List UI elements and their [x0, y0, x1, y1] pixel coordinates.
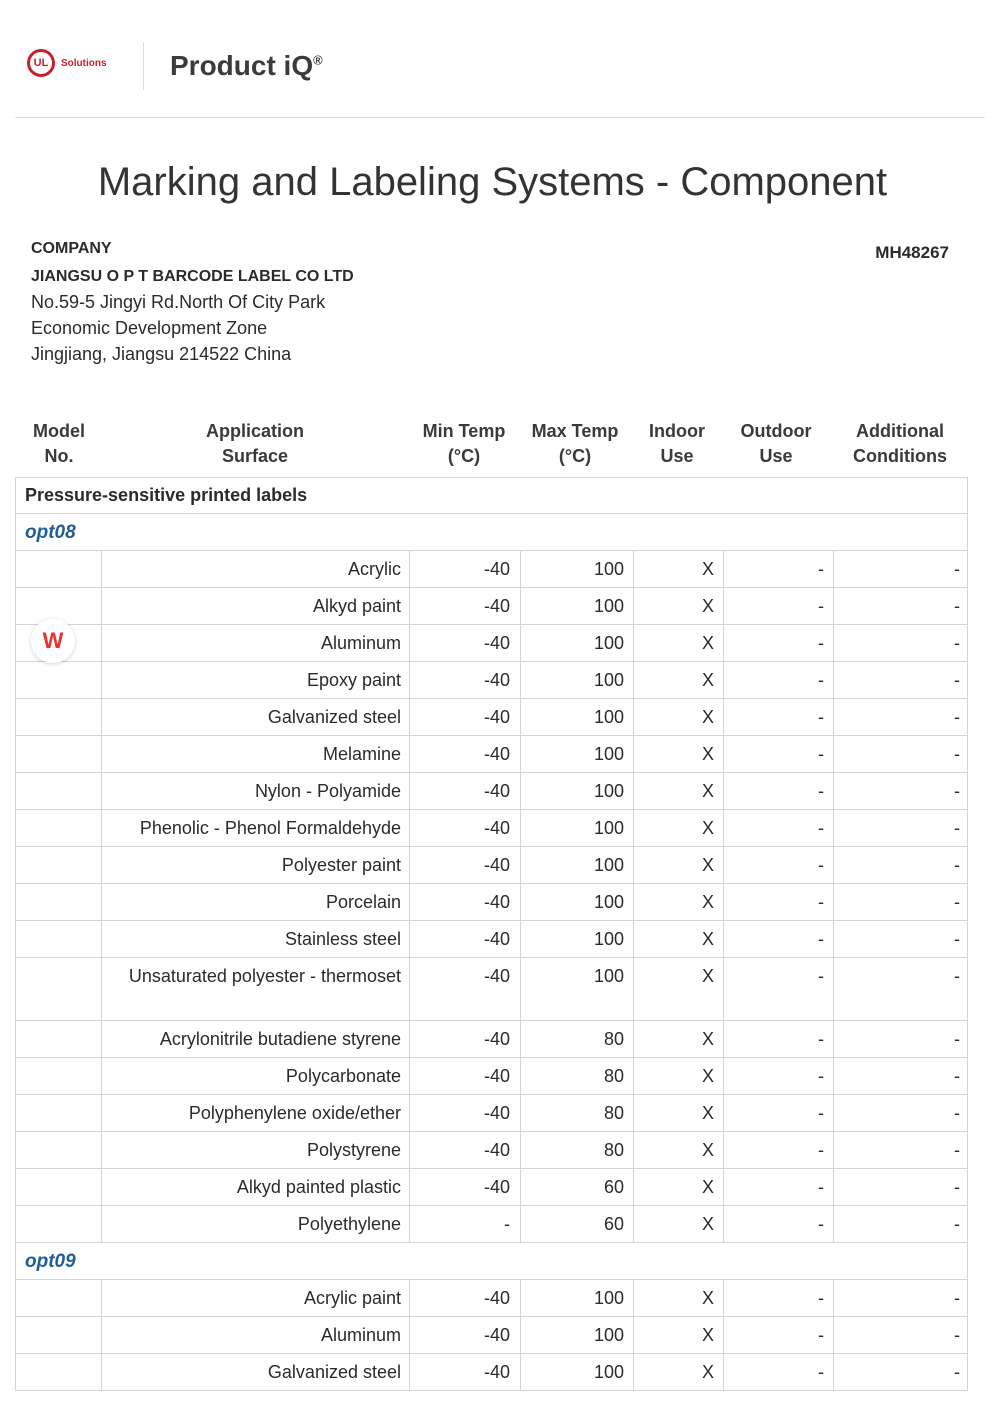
max-cell: 100: [520, 773, 633, 809]
table-row: [16, 847, 967, 884]
indoor-cell: X: [633, 699, 723, 735]
add-cell: -: [833, 1169, 968, 1205]
indoor-cell: X: [633, 1169, 723, 1205]
max-cell: 100: [520, 1280, 633, 1316]
max-cell: 100: [520, 1317, 633, 1353]
indoor-cell: X: [633, 551, 723, 587]
table-row: [16, 958, 967, 1021]
surface-cell: Polycarbonate: [101, 1058, 409, 1094]
min-cell: -40: [409, 1317, 520, 1353]
outdoor-cell: -: [723, 921, 833, 957]
table-row: [16, 1132, 967, 1169]
address-line-1: No.59-5 Jingyi Rd.North Of City Park: [31, 292, 326, 312]
outdoor-cell: -: [723, 810, 833, 846]
max-cell: 100: [520, 884, 633, 920]
surface-cell: Nylon - Polyamide: [101, 773, 409, 809]
surface-cell: Polyphenylene oxide/ether: [101, 1095, 409, 1131]
surface-cell: Aluminum: [101, 625, 409, 661]
max-cell: 100: [520, 958, 633, 1020]
outdoor-cell: -: [723, 1280, 833, 1316]
add-cell: -: [833, 847, 968, 883]
model-row[interactable]: opt09: [16, 1243, 967, 1280]
max-cell: 80: [520, 1021, 633, 1057]
add-cell: -: [833, 958, 968, 1020]
outdoor-cell: -: [723, 1354, 833, 1390]
indoor-cell: X: [633, 1280, 723, 1316]
max-cell: 80: [520, 1132, 633, 1168]
surface-cell: Acrylic paint: [101, 1280, 409, 1316]
add-cell: -: [833, 588, 968, 624]
max-cell: 100: [520, 810, 633, 846]
surface-cell: Acrylonitrile butadiene styrene: [101, 1021, 409, 1057]
table-row: [16, 662, 967, 699]
product-iq-title: Product iQ®: [170, 50, 323, 81]
page-header: [15, 0, 985, 118]
outdoor-cell: -: [723, 699, 833, 735]
table-row: [16, 1021, 967, 1058]
max-cell: 100: [520, 551, 633, 587]
add-cell: -: [833, 921, 968, 957]
indoor-cell: X: [633, 1206, 723, 1242]
table-row: [16, 884, 967, 921]
surface-cell: Porcelain: [101, 884, 409, 920]
indoor-cell: X: [633, 736, 723, 772]
add-cell: -: [833, 1058, 968, 1094]
table-row: [16, 588, 967, 625]
surface-cell: Aluminum: [101, 1317, 409, 1353]
table-row: [16, 699, 967, 736]
outdoor-cell: -: [723, 1169, 833, 1205]
table-row: [16, 921, 967, 958]
add-cell: -: [833, 1354, 968, 1390]
table-row: [16, 551, 967, 588]
table-row: [16, 1354, 967, 1391]
address-line-2: Economic Development Zone: [31, 318, 268, 338]
min-cell: -40: [409, 1095, 520, 1131]
ratings-table: [15, 477, 968, 1391]
outdoor-cell: -: [723, 588, 833, 624]
column-header-model: Model No.: [33, 421, 85, 466]
outdoor-cell: -: [723, 1206, 833, 1242]
indoor-cell: X: [633, 662, 723, 698]
column-header-max-temp: Max Temp (°C): [531, 421, 619, 466]
ul-logo-icon: UL: [27, 49, 55, 77]
logo-text: Solutions: [61, 57, 107, 69]
column-header-indoor: Indoor Use: [649, 421, 705, 466]
table-row: [16, 1095, 967, 1132]
max-cell: 100: [520, 847, 633, 883]
add-cell: -: [833, 810, 968, 846]
min-cell: -40: [409, 884, 520, 920]
outdoor-cell: -: [723, 662, 833, 698]
table-row: [16, 1058, 967, 1095]
table-row: [16, 625, 967, 662]
min-cell: -40: [409, 1280, 520, 1316]
add-cell: -: [833, 736, 968, 772]
outdoor-cell: -: [723, 1317, 833, 1353]
min-cell: -40: [409, 588, 520, 624]
add-cell: -: [833, 1206, 968, 1242]
add-cell: -: [833, 551, 968, 587]
surface-cell: Polyester paint: [101, 847, 409, 883]
min-cell: -40: [409, 847, 520, 883]
indoor-cell: X: [633, 588, 723, 624]
indoor-cell: X: [633, 810, 723, 846]
min-cell: -40: [409, 662, 520, 698]
indoor-cell: X: [633, 921, 723, 957]
add-cell: -: [833, 699, 968, 735]
surface-cell: Phenolic - Phenol Formaldehyde: [101, 810, 409, 846]
outdoor-cell: -: [723, 1132, 833, 1168]
outdoor-cell: -: [723, 551, 833, 587]
add-cell: -: [833, 625, 968, 661]
table-row: [16, 1169, 967, 1206]
max-cell: 100: [520, 921, 633, 957]
add-cell: -: [833, 1280, 968, 1316]
add-cell: -: [833, 1132, 968, 1168]
company-label: COMPANY: [31, 240, 112, 257]
column-header-outdoor: Outdoor Use: [740, 421, 812, 466]
max-cell: 100: [520, 625, 633, 661]
surface-cell: Stainless steel: [101, 921, 409, 957]
min-cell: -40: [409, 958, 520, 1020]
min-cell: -40: [409, 1021, 520, 1057]
model-row[interactable]: opt08: [16, 514, 967, 551]
table-row: [16, 1206, 967, 1243]
outdoor-cell: -: [723, 1021, 833, 1057]
min-cell: -40: [409, 773, 520, 809]
indoor-cell: X: [633, 1354, 723, 1390]
wps-floating-icon[interactable]: W: [31, 619, 75, 663]
max-cell: 60: [520, 1206, 633, 1242]
min-cell: -40: [409, 1169, 520, 1205]
indoor-cell: X: [633, 1058, 723, 1094]
indoor-cell: X: [633, 1132, 723, 1168]
outdoor-cell: -: [723, 1058, 833, 1094]
max-cell: 60: [520, 1169, 633, 1205]
indoor-cell: X: [633, 1095, 723, 1131]
indoor-cell: X: [633, 958, 723, 1020]
indoor-cell: X: [633, 1021, 723, 1057]
min-cell: -40: [409, 1132, 520, 1168]
min-cell: -40: [409, 810, 520, 846]
group-row: Pressure-sensitive printed labels: [16, 478, 967, 514]
address-line-3: Jingjiang, Jiangsu 214522 China: [31, 344, 292, 364]
outdoor-cell: -: [723, 736, 833, 772]
max-cell: 100: [520, 1354, 633, 1390]
max-cell: 100: [520, 736, 633, 772]
indoor-cell: X: [633, 773, 723, 809]
indoor-cell: X: [633, 1317, 723, 1353]
surface-cell: Galvanized steel: [101, 699, 409, 735]
outdoor-cell: -: [723, 1095, 833, 1131]
surface-cell: Polystyrene: [101, 1132, 409, 1168]
max-cell: 100: [520, 662, 633, 698]
column-header-surface: Application Surface: [206, 421, 304, 466]
min-cell: -40: [409, 736, 520, 772]
add-cell: -: [833, 1021, 968, 1057]
max-cell: 80: [520, 1058, 633, 1094]
column-header-min-temp: Min Temp (°C): [422, 421, 506, 466]
add-cell: -: [833, 884, 968, 920]
surface-cell: Alkyd painted plastic: [101, 1169, 409, 1205]
add-cell: -: [833, 773, 968, 809]
min-cell: -40: [409, 1058, 520, 1094]
max-cell: 100: [520, 699, 633, 735]
surface-cell: Polyethylene: [101, 1206, 409, 1242]
table-row: [16, 810, 967, 847]
add-cell: -: [833, 662, 968, 698]
surface-cell: Melamine: [101, 736, 409, 772]
page-title: Marking and Labeling Systems - Component: [97, 160, 888, 204]
surface-cell: Epoxy paint: [101, 662, 409, 698]
outdoor-cell: -: [723, 847, 833, 883]
add-cell: -: [833, 1095, 968, 1131]
table-row: [16, 773, 967, 810]
ul-solutions-logo[interactable]: [27, 49, 107, 77]
min-cell: -40: [409, 551, 520, 587]
company-name: JIANGSU O P T BARCODE LABEL CO LTD: [31, 268, 354, 285]
outdoor-cell: -: [723, 625, 833, 661]
table-row: [16, 1317, 967, 1354]
min-cell: -40: [409, 625, 520, 661]
max-cell: 100: [520, 588, 633, 624]
outdoor-cell: -: [723, 884, 833, 920]
outdoor-cell: -: [723, 773, 833, 809]
table-row: [16, 1280, 967, 1317]
indoor-cell: X: [633, 625, 723, 661]
surface-cell: Unsaturated polyester - thermoset: [101, 958, 409, 1020]
surface-cell: Galvanized steel: [101, 1354, 409, 1390]
min-cell: -40: [409, 1354, 520, 1390]
header-divider: [143, 42, 144, 90]
file-number: MH48267: [875, 243, 949, 262]
outdoor-cell: -: [723, 958, 833, 1020]
add-cell: -: [833, 1317, 968, 1353]
min-cell: -: [409, 1206, 520, 1242]
surface-cell: Alkyd paint: [101, 588, 409, 624]
min-cell: -40: [409, 699, 520, 735]
min-cell: -40: [409, 921, 520, 957]
indoor-cell: X: [633, 847, 723, 883]
column-header-additional: Additional Conditions: [853, 421, 947, 466]
surface-cell: Acrylic: [101, 551, 409, 587]
max-cell: 80: [520, 1095, 633, 1131]
indoor-cell: X: [633, 884, 723, 920]
table-row: [16, 736, 967, 773]
